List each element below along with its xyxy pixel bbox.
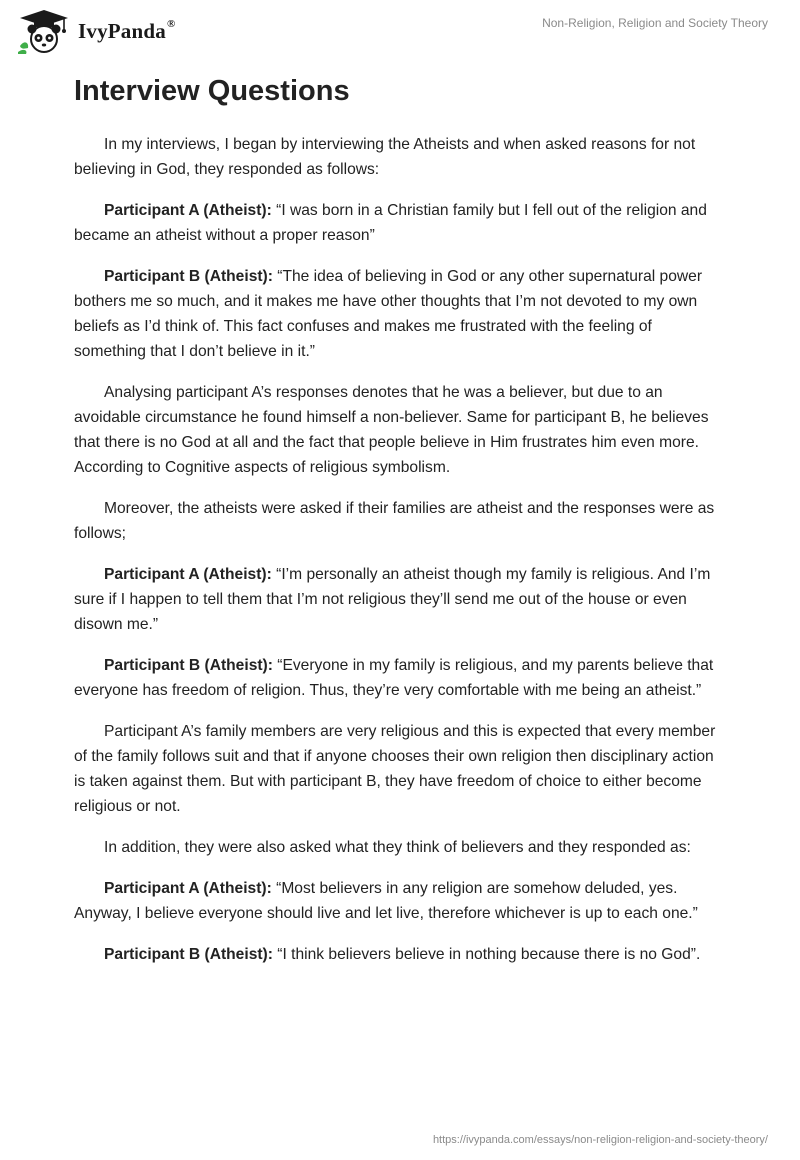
speaker-label: Participant A (Atheist): [104,566,272,583]
brand-logo[interactable] [14,8,175,54]
paragraph: Participant A’s family members are very religious and this is expected that every member of the family follows suit and that if anyone chooses their own religion then disciplinary action is taken against them. But with participant B, they have freedom of choice to either become religious or not. [74,723,716,815]
paragraph: In my interviews, I began by interviewing the Atheists and when asked reasons for not believing in God, they responded as follows: [74,136,696,178]
source-url-link[interactable]: https://ivypanda.com/essays/non-religion-religion-and-society-theory/ [432,1134,768,1146]
speaker-label: Participant A (Atheist): [104,202,272,219]
speaker-label: Participant A (Atheist): [104,880,272,897]
document-title: Non-Religion, Religion and Society Theory [542,16,768,30]
quote-paragraph: Participant A (Atheist): “Most believers in any religion are somehow deluded, yes. Anyway, I believe everyone should live and let live, therefore whichever is up to each one.” [74,880,698,922]
quote-paragraph: Participant B (Atheist): “Everyone in my family is religious, and my parents believe that everyone has freedom of religion. Thus, they’re very comfortable with me being an atheist.” [74,657,714,699]
essay-content [74,72,726,983]
paragraph: Analysing participant A’s responses denotes that he was a believer, but due to an avoidable circumstance he found himself a non-believer. Same for participant B, he believes that there is no God at all and the fact that people believe in Him frustrates him even more. According to Cognitive aspects of religious symbolism. [74,384,709,476]
brand-name: IvyPanda® [78,17,176,43]
paragraph: In addition, they were also asked what they think of believers and they responded as: [104,839,691,856]
panda-logo-icon [14,8,74,54]
speaker-label: Participant B (Atheist): [104,268,273,285]
quote-paragraph: Participant B (Atheist): “The idea of believing in God or any other supernatural power bothers me so much, and it makes me have other thoughts that I’m not devoted to my own beliefs as I’d think of. This fact confuses and makes me frustrated with the feeling of something that I don’t believe in it.” [74,268,703,360]
quote-paragraph: Participant A (Atheist): “I’m personally an atheist though my family is religious. And I’m sure if I happen to tell them that I’m not religious they’ll send me out of the house or even disown me.” [74,566,711,633]
speaker-label: Participant B (Atheist): [104,657,273,674]
speaker-label: Participant B (Atheist): [104,946,273,963]
page-title: Interview Questions [74,75,350,107]
page-header [0,0,800,70]
quote-paragraph: Participant B (Atheist): “I think believers believe in nothing because there is no God”. [104,946,701,963]
quote-paragraph: Participant A (Atheist): “I was born in a Christian family but I fell out of the religion and became an atheist without a proper reason” [74,202,707,244]
paragraph: Moreover, the atheists were asked if their families are atheist and the responses were as follows; [74,500,715,542]
